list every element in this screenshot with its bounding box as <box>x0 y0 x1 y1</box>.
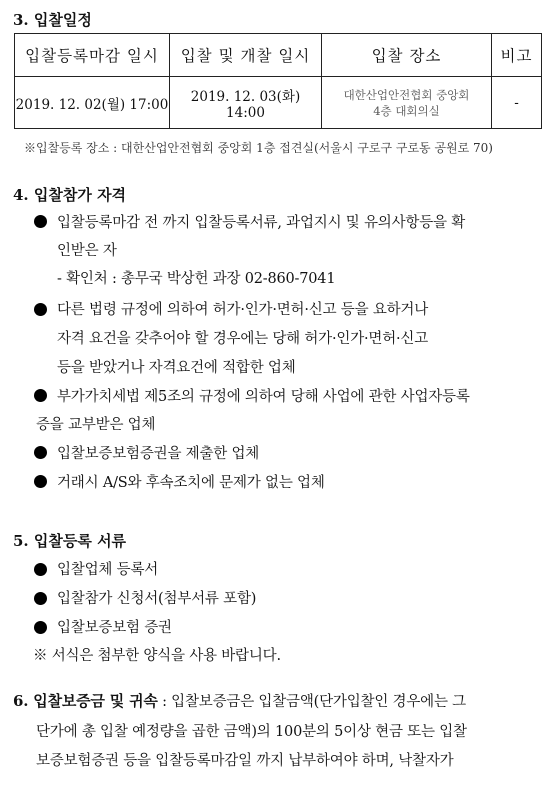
venue-line-1: 대한산업안전협회 중앙회 <box>343 87 470 102</box>
header-reg-deadline: 입찰등록마감 일시 <box>15 34 170 77</box>
section-4-title: 4. 입찰참가 자격 <box>13 186 127 204</box>
list-item-cont: 등을 받았거나 자격요건에 적합한 업체 <box>57 360 296 376</box>
bullet-icon <box>34 215 47 228</box>
bid-schedule-table <box>14 33 542 129</box>
bullet-icon <box>34 563 47 576</box>
list-item: 입찰업체 등록서 <box>57 562 159 578</box>
bullet-icon <box>34 621 47 634</box>
table-header-row <box>15 34 542 77</box>
header-venue: 입찰 장소 <box>322 34 492 77</box>
header-bid-open: 입찰 및 개찰 일시 <box>170 34 322 77</box>
list-item-cont: 증을 교부받은 업체 <box>36 417 156 433</box>
cell-reg-deadline: 2019. 12. 02(월) 17:00 <box>15 77 170 129</box>
section-6-line: : 입찰보증금은 입찰금액(단가입찰인 경우에는 그 <box>157 694 466 710</box>
bullet-icon <box>34 475 47 488</box>
cell-bid-open: 2019. 12. 03(화) 14:00 <box>170 77 322 129</box>
table-row <box>15 77 542 129</box>
venue-line-2: 4층 대회의실 <box>373 103 440 118</box>
list-item-cont: 인받은 자 <box>57 243 117 259</box>
bullet-icon <box>34 592 47 605</box>
contact-info: - 확인처 : 총무국 박상헌 과장 02-860-7041 <box>57 271 336 287</box>
form-note: ※ 서식은 첨부한 양식을 사용 바랍니다. <box>33 648 281 664</box>
list-item: 입찰참가 신청서(첨부서류 포함) <box>57 591 257 607</box>
cell-note: - <box>492 77 542 129</box>
list-item: 거래시 A/S와 후속조치에 문제가 없는 업체 <box>57 475 325 491</box>
section-6-line: 보증보험증권 등을 입찰등록마감일 까지 납부하여야 하며, 낙찰자가 <box>36 753 454 769</box>
venue-footnote: ※입찰등록 장소 : 대한산업안전협회 중앙회 1층 접견실(서울시 구로구 구로동 공원로 70) <box>24 141 493 155</box>
section-6-paragraph <box>13 690 466 711</box>
list-item: 입찰보증보험 증권 <box>57 620 172 636</box>
list-item-cont: 자격 요건을 갖추어야 할 경우에는 당해 허가·인가·면허·신고 <box>57 331 429 347</box>
cell-venue <box>322 77 492 129</box>
list-item: 부가가치세법 제5조의 규정에 의하여 당해 사업에 관한 사업자등록 <box>57 389 470 405</box>
list-item: 다른 법령 규정에 의하여 허가·인가·면허·신고 등을 요하거나 <box>57 302 429 318</box>
section-3-title: 3. 입찰일정 <box>13 11 92 29</box>
bullet-icon <box>34 446 47 459</box>
bullet-icon <box>34 389 47 402</box>
section-5-title: 5. 입찰등록 서류 <box>13 532 127 550</box>
section-6-title: 6. 입찰보증금 및 귀속 <box>13 692 158 710</box>
bullet-icon <box>34 303 47 316</box>
list-item: 입찰등록마감 전 까지 입찰등록서류, 과업지시 및 유의사항등을 확 <box>57 215 466 231</box>
section-6-line: 단가에 총 입찰 예정량을 곱한 금액)의 100분의 5이상 현금 또는 입찰 <box>36 724 467 740</box>
list-item: 입찰보증보험증권을 제출한 업체 <box>57 446 260 462</box>
header-note: 비고 <box>492 34 542 77</box>
